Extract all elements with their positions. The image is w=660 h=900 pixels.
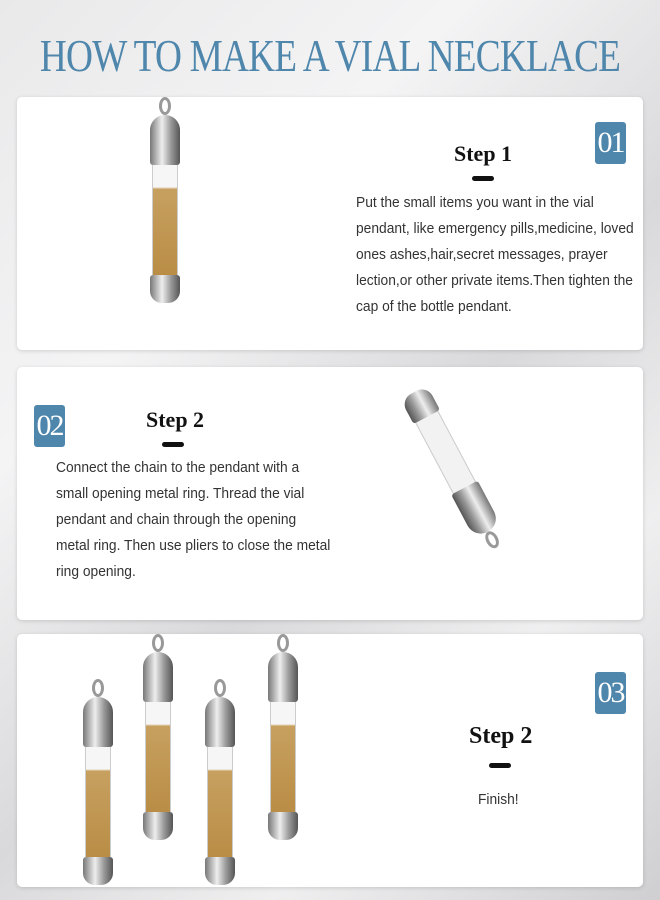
step-3-card — [17, 634, 643, 887]
vial-pendant-image — [140, 634, 176, 840]
step-heading: Step 2 — [146, 407, 205, 432]
step-heading: Step 1 — [454, 141, 513, 166]
step-description: Put the small items you want in the vial pendant, like emergency pills,medicine, loved ones ashes,hair,secret messages, prayer lection,or other private items.Then tighten the cap of the bottle pendant. — [356, 194, 634, 315]
step-description: Finish! — [478, 791, 519, 808]
vial-pendant-image — [398, 384, 512, 556]
vial-pendant-image — [147, 97, 183, 303]
heading-underline — [489, 763, 511, 768]
step-1-card — [17, 97, 643, 350]
step-badge: 02 — [34, 405, 65, 447]
step-description: Connect the chain to the pendant with a small opening metal ring. Thread the vial pendant and chain through the opening metal ring. Then use pliers to close the metal ring opening. — [56, 459, 331, 580]
page-title: HOW TO MAKE A VIAL NECKLACE — [39, 30, 621, 81]
vial-pendant-image — [265, 634, 301, 840]
step-heading: Step 2 — [469, 723, 533, 749]
step-2-card — [17, 367, 643, 620]
step-badge: 03 — [595, 672, 626, 714]
step-badge: 01 — [595, 122, 626, 164]
heading-underline — [472, 176, 494, 181]
vial-pendant-image — [202, 679, 238, 885]
heading-underline — [162, 442, 184, 447]
vial-pendant-image — [80, 679, 116, 885]
